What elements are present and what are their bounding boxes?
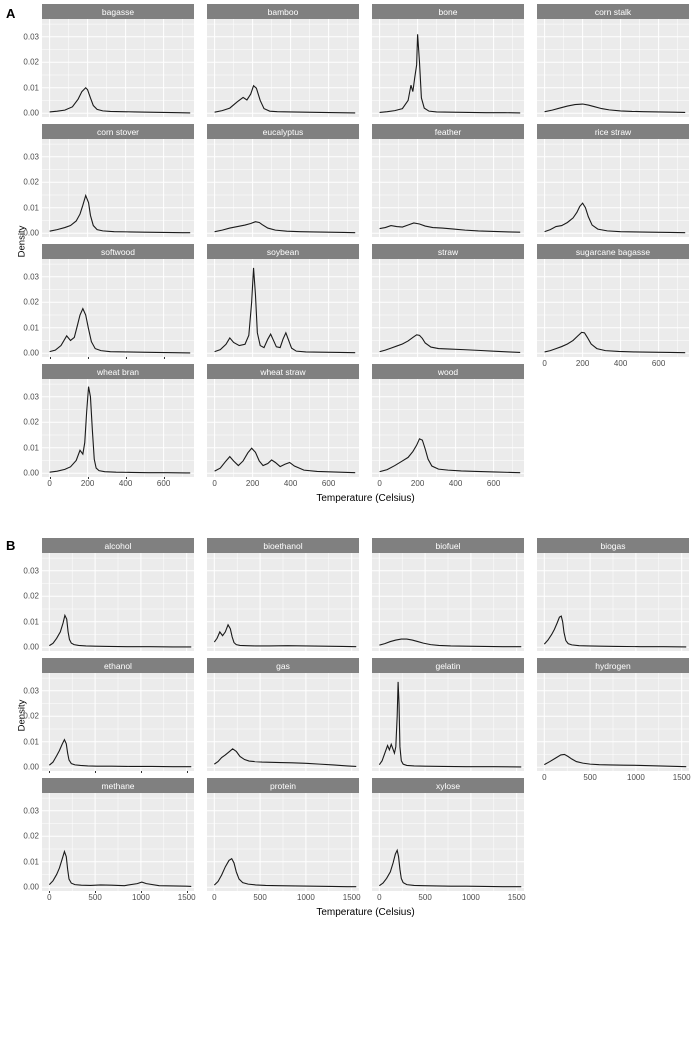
x-tick-label: 200 [575,359,590,368]
facet-plot-area [207,19,359,117]
y-tick-labels [17,379,39,477]
facet-plot-area [207,793,359,891]
facet-strip-label: bamboo [207,4,359,19]
x-tick-mark [95,891,96,893]
y-tick-label: 0.03 [23,686,39,696]
x-tick-label: 0 [377,893,382,902]
x-tick-mark [141,891,142,893]
x-tick-mark [126,357,127,359]
x-tick-label: 1500 [342,893,361,902]
facet-strip-label: feather [372,124,524,139]
x-tick-mark [164,357,165,359]
facet-wheat-bran [42,364,194,477]
facet-strip-label: softwood [42,244,194,259]
facet-strip-label: soybean [207,244,359,259]
y-tick-label: 0.01 [23,737,39,747]
facet-wood [372,364,524,477]
facet-strip-label: alcohol [42,538,194,553]
x-tick-label: 400 [613,359,628,368]
facet-strip-label: xylose [372,778,524,793]
facet-strip-label: hydrogen [537,658,689,673]
y-tick-label: 0.02 [23,711,39,721]
facet-strip-label: corn stalk [537,4,689,19]
facet-protein [207,778,359,891]
x-tick-label: 400 [118,479,133,488]
facet-plot-area [42,19,194,117]
x-tick-label: 0 [542,773,547,782]
y-tick-label: 0.02 [23,177,39,187]
facet-bamboo [207,4,359,117]
y-tick-label: 0.02 [23,57,39,67]
facet-xylose [372,778,524,891]
facet-strip-label: rice straw [537,124,689,139]
facet-strip-label: wood [372,364,524,379]
facet-feather [372,124,524,237]
y-tick-label: 0.03 [23,272,39,282]
facet-strip-label: bone [372,4,524,19]
facet-rice-straw [537,124,689,237]
y-axis-label-a: Density [16,225,28,258]
facet-strip-label: straw [372,244,524,259]
facet-plot-area [372,19,524,117]
facet-plot-area [42,553,194,651]
x-tick-label: 200 [80,479,95,488]
x-tick-mark [49,891,50,893]
facet-biofuel [372,538,524,651]
x-tick-mark [95,771,96,773]
y-tick-label: 0.01 [23,203,39,213]
x-tick-mark [141,771,142,773]
facet-plot-area [372,673,524,771]
y-tick-label: 0.03 [23,152,39,162]
y-tick-label: 0.00 [23,762,39,772]
x-tick-label: 600 [321,479,336,488]
x-tick-labels [372,479,524,491]
y-tick-label: 0.03 [23,32,39,42]
facet-plot-area [207,673,359,771]
x-tick-label: 600 [486,479,501,488]
facet-bioethanol [207,538,359,651]
x-tick-mark [126,477,127,479]
y-tick-label: 0.02 [23,831,39,841]
facet-straw [372,244,524,357]
x-tick-label: 200 [410,479,425,488]
y-tick-label: 0.00 [23,642,39,652]
facet-plot-area [372,553,524,651]
facet-plot-area [207,553,359,651]
x-tick-labels [207,893,359,905]
facet-strip-label: gelatin [372,658,524,673]
facet-plot-area [537,259,689,357]
facet-plot-area [42,259,194,357]
facet-plot-area [42,379,194,477]
facet-plot-area [42,139,194,237]
x-tick-label: 400 [283,479,298,488]
facet-plot-area [537,673,689,771]
x-tick-label: 0 [377,479,382,488]
facet-plot-area [207,379,359,477]
y-tick-label: 0.00 [23,468,39,478]
facet-methane [42,778,194,891]
y-tick-label: 0.00 [23,348,39,358]
x-tick-mark [49,771,50,773]
facet-plot-area [372,139,524,237]
facet-strip-label: protein [207,778,359,793]
x-tick-label: 500 [418,893,432,902]
y-tick-label: 0.03 [23,806,39,816]
x-axis-label-b: Temperature (Celsius) [316,907,415,918]
facet-strip-label: biogas [537,538,689,553]
y-tick-labels [17,259,39,357]
facet-soybean [207,244,359,357]
y-tick-label: 0.01 [23,443,39,453]
facet-plot-area [207,139,359,237]
facet-softwood [42,244,194,357]
x-tick-mark [187,891,188,893]
x-tick-label: 1500 [672,773,691,782]
x-tick-label: 0 [47,479,52,488]
x-tick-label: 1000 [461,893,480,902]
panel-letter-b: B [6,538,16,553]
facet-plot-area [42,673,194,771]
x-tick-mark [187,771,188,773]
facet-biogas [537,538,689,651]
facet-bone [372,4,524,117]
x-tick-label: 500 [583,773,597,782]
facet-plot-area [372,793,524,891]
x-tick-label: 1500 [177,893,196,902]
x-tick-mark [88,477,89,479]
panel-letter-a: A [6,6,16,21]
y-tick-labels [17,553,39,651]
facet-plot-area [537,19,689,117]
facet-strip-label: methane [42,778,194,793]
x-tick-label: 1000 [131,893,150,902]
x-tick-label: 1500 [507,893,526,902]
x-tick-label: 1000 [626,773,645,782]
y-tick-label: 0.01 [23,323,39,333]
x-tick-mark [50,357,51,359]
facet-strip-label: corn stover [42,124,194,139]
facet-strip-label: biofuel [372,538,524,553]
x-tick-label: 0 [212,893,217,902]
x-tick-labels [372,893,524,905]
facet-bagasse [42,4,194,117]
x-tick-mark [50,477,51,479]
x-tick-mark [164,477,165,479]
x-tick-label: 500 [253,893,267,902]
facet-strip-label: sugarcane bagasse [537,244,689,259]
facet-strip-label: bioethanol [207,538,359,553]
x-tick-label: 200 [245,479,260,488]
facet-wheat-straw [207,364,359,477]
x-tick-labels [42,479,194,491]
y-axis-label-b: Density [16,699,28,732]
y-tick-label: 0.02 [23,297,39,307]
facet-strip-label: eucalyptus [207,124,359,139]
x-tick-labels [207,479,359,491]
panel-a-facet-grid [23,4,699,488]
y-tick-label: 0.01 [23,857,39,867]
facet-plot-area [42,793,194,891]
panel-b-facet-grid [23,538,699,902]
x-tick-label: 0 [542,359,547,368]
x-axis-label-a: Temperature (Celsius) [316,493,415,504]
facet-alcohol [42,538,194,651]
x-tick-labels [537,359,689,371]
x-tick-label: 600 [156,479,171,488]
facet-gelatin [372,658,524,771]
facet-hydrogen [537,658,689,771]
facet-plot-area [207,259,359,357]
y-tick-labels [17,673,39,771]
y-tick-label: 0.00 [23,108,39,118]
facet-strip-label: wheat straw [207,364,359,379]
y-tick-label: 0.03 [23,566,39,576]
facet-strip-label: ethanol [42,658,194,673]
facet-corn-stalk [537,4,689,117]
y-tick-label: 0.01 [23,83,39,93]
facet-ethanol [42,658,194,771]
facet-sugarcane-bagasse [537,244,689,357]
y-tick-labels [17,139,39,237]
y-tick-label: 0.01 [23,617,39,627]
x-tick-mark [88,357,89,359]
y-tick-labels [17,19,39,117]
facet-plot-area [537,553,689,651]
x-tick-labels [42,893,194,905]
x-tick-label: 0 [212,479,217,488]
facet-strip-label: bagasse [42,4,194,19]
y-tick-labels [17,793,39,891]
facet-strip-label: wheat bran [42,364,194,379]
facet-corn-stover [42,124,194,237]
y-tick-label: 0.03 [23,392,39,402]
facet-plot-area [537,139,689,237]
x-tick-labels [537,773,689,785]
facet-plot-area [372,379,524,477]
y-tick-label: 0.00 [23,228,39,238]
y-tick-label: 0.02 [23,417,39,427]
x-tick-label: 400 [448,479,463,488]
y-tick-label: 0.00 [23,882,39,892]
x-tick-label: 600 [651,359,666,368]
facet-strip-label: gas [207,658,359,673]
x-tick-label: 0 [47,893,52,902]
facet-gas [207,658,359,771]
facet-eucalyptus [207,124,359,237]
facet-plot-area [372,259,524,357]
y-tick-label: 0.02 [23,591,39,601]
x-tick-label: 500 [88,893,102,902]
x-tick-label: 1000 [296,893,315,902]
